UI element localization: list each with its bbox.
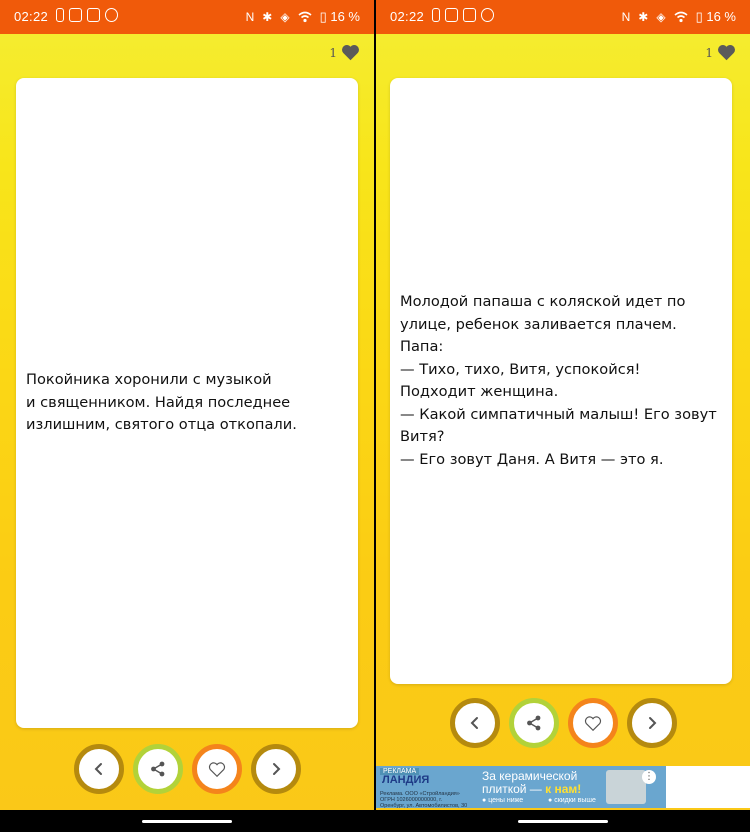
battery-level: 16 % (706, 9, 736, 24)
heart-icon (341, 44, 360, 61)
screen-1 (0, 0, 374, 832)
screen-2 (376, 0, 750, 832)
home-handle[interactable] (142, 820, 232, 823)
app-icon (69, 8, 82, 22)
battery-icon: ▯ (319, 9, 327, 24)
chevron-left-icon (467, 715, 483, 731)
favorites-counter[interactable] (329, 44, 360, 61)
favorites-count: 1 (705, 45, 713, 60)
joke-card (16, 78, 358, 728)
favorites-counter[interactable] (705, 44, 736, 61)
status-bar (0, 0, 374, 34)
app-icon (87, 8, 100, 22)
ad-label: РЕКЛАМА (380, 768, 419, 775)
chevron-right-icon (268, 761, 284, 777)
favorites-count: 1 (329, 45, 337, 60)
app-icon (445, 8, 458, 22)
action-bar (0, 744, 374, 794)
action-bar (376, 698, 750, 748)
vibrate-icon: ◈ (656, 10, 666, 24)
wifi-icon (674, 11, 688, 23)
share-button[interactable] (509, 698, 559, 748)
status-bar (376, 0, 750, 34)
battery-level: 16 % (330, 9, 360, 24)
more-vertical-icon[interactable]: ⋮ (644, 771, 654, 782)
home-handle[interactable] (518, 820, 608, 823)
navigation-bar (376, 810, 750, 832)
previous-button[interactable] (450, 698, 500, 748)
wifi-icon (298, 11, 312, 23)
joke-text: Молодой папаша с коляской идет по улице, ребенок заливается плачем. Папа: — Тихо, тихо, Витя, успокойся! Подходит женщина. — Какой симпатичный малыш! Его зовут Витя? — Его зовут Даня. А Витя — это я. (400, 293, 717, 468)
nfc-icon: Ν (245, 10, 255, 24)
whatsapp-icon (105, 8, 118, 22)
ad-title: За керамической плиткой — к нам! (482, 769, 582, 796)
like-button[interactable] (192, 744, 242, 794)
sim-card-icon (432, 8, 440, 22)
share-button[interactable] (133, 744, 183, 794)
joke-text: Покойника хоронили с музыкой и священником. Найдя последнее излишним, святого отца откопали. (26, 371, 297, 434)
status-time: 02:22 (390, 9, 425, 24)
previous-button[interactable] (74, 744, 124, 794)
ad-brand: ЛАНДИЯ (382, 774, 430, 786)
vibrate-icon: ◈ (280, 10, 290, 24)
bluetooth-icon: ✱ (638, 10, 649, 24)
heart-outline-icon (208, 761, 226, 778)
bluetooth-icon: ✱ (262, 10, 273, 24)
ad-banner[interactable] (376, 766, 750, 808)
next-button[interactable] (251, 744, 301, 794)
chevron-right-icon (644, 715, 660, 731)
ad-bullet: ● цены ниже (482, 797, 524, 804)
ad-image (606, 770, 646, 804)
navigation-bar (0, 810, 374, 832)
sim-card-icon (56, 8, 64, 22)
ad-bullet: ● скидки выше (548, 797, 596, 804)
status-time: 02:22 (14, 9, 49, 24)
share-icon (525, 714, 543, 732)
like-button[interactable] (568, 698, 618, 748)
battery-icon: ▯ (695, 9, 703, 24)
whatsapp-icon (481, 8, 494, 22)
next-button[interactable] (627, 698, 677, 748)
ad-fine-print: Реклама. ООО «Стройландия» ОГРН 1026000000000, г. Оренбург, ул. Автомобилистов, 30 (380, 791, 468, 809)
heart-icon (717, 44, 736, 61)
app-icon (463, 8, 476, 22)
chevron-left-icon (91, 761, 107, 777)
heart-outline-icon (584, 715, 602, 732)
share-icon (149, 760, 167, 778)
joke-card (390, 78, 732, 684)
nfc-icon: Ν (621, 10, 631, 24)
